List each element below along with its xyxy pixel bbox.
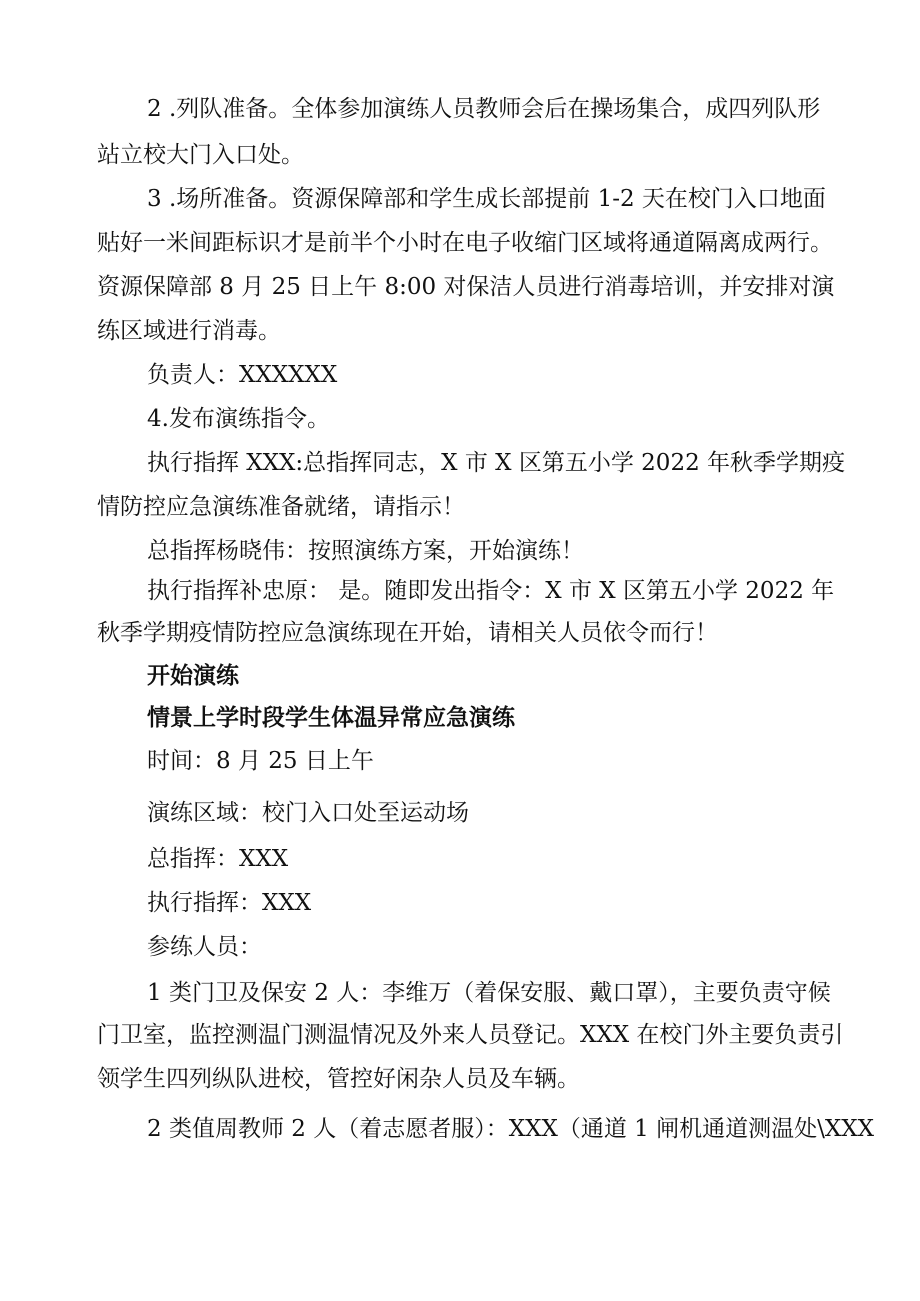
time-line: 时间：8 月 25 日上午 bbox=[147, 748, 374, 774]
paragraph-line: 情防控应急演练准备就绪，请指示！ bbox=[97, 494, 465, 520]
paragraph-line: 门卫室，监控测温门测温情况及外来人员登记。XXX 在校门外主要负责引 bbox=[97, 1022, 844, 1048]
paragraph-line: 4.发布演练指令。 bbox=[147, 406, 330, 432]
paragraph-line: 总指挥杨晓伟：按照演练方案，开始演练！ bbox=[147, 538, 584, 564]
scenario-heading: 情景上学时段学生体温异常应急演练 bbox=[147, 704, 515, 731]
paragraph-line: 2 .列队准备。全体参加演练人员教师会后在操场集合，成四列队形 bbox=[147, 96, 821, 122]
participants-label: 参练人员： bbox=[147, 934, 262, 960]
paragraph-line: 资源保障部 8 月 25 日上午 8:00 对保洁人员进行消毒培训，并安排对演 bbox=[97, 274, 835, 300]
paragraph-line: 站立校大门入口处。 bbox=[97, 142, 304, 168]
paragraph-line: 1 类门卫及保安 2 人：李维万（着保安服、戴口罩），主要负责守候 bbox=[147, 980, 831, 1006]
paragraph-line: 秋季学期疫情防控应急演练现在开始，请相关人员依令而行！ bbox=[97, 620, 718, 646]
drill-area-line: 演练区域：校门入口处至运动场 bbox=[147, 800, 469, 826]
paragraph-line: 2 类值周教师 2 人（着志愿者服）：XXX（通道 1 闸机通道测温处\XXX bbox=[147, 1116, 874, 1142]
responsible-person: 负责人：XXXXXX bbox=[147, 362, 338, 388]
chief-commander-line: 总指挥：XXX bbox=[147, 846, 289, 872]
paragraph-line: 贴好一米间距标识才是前半个小时在电子收缩门区域将通道隔离成两行。 bbox=[97, 230, 833, 256]
paragraph-line: 领学生四列纵队进校，管控好闲杂人员及车辆。 bbox=[97, 1066, 580, 1092]
paragraph-line: 执行指挥补忠原： 是。随即发出指令：X 市 X 区第五小学 2022 年 bbox=[147, 578, 835, 604]
executive-commander-line: 执行指挥：XXX bbox=[147, 890, 312, 916]
paragraph-line: 3 .场所准备。资源保障部和学生成长部提前 1-2 天在校门入口地面 bbox=[147, 186, 826, 212]
paragraph-line: 练区域进行消毒。 bbox=[97, 318, 281, 344]
paragraph-line: 执行指挥 XXX:总指挥同志，X 市 X 区第五小学 2022 年秋季学期疫 bbox=[147, 450, 846, 476]
section-heading: 开始演练 bbox=[147, 662, 239, 689]
